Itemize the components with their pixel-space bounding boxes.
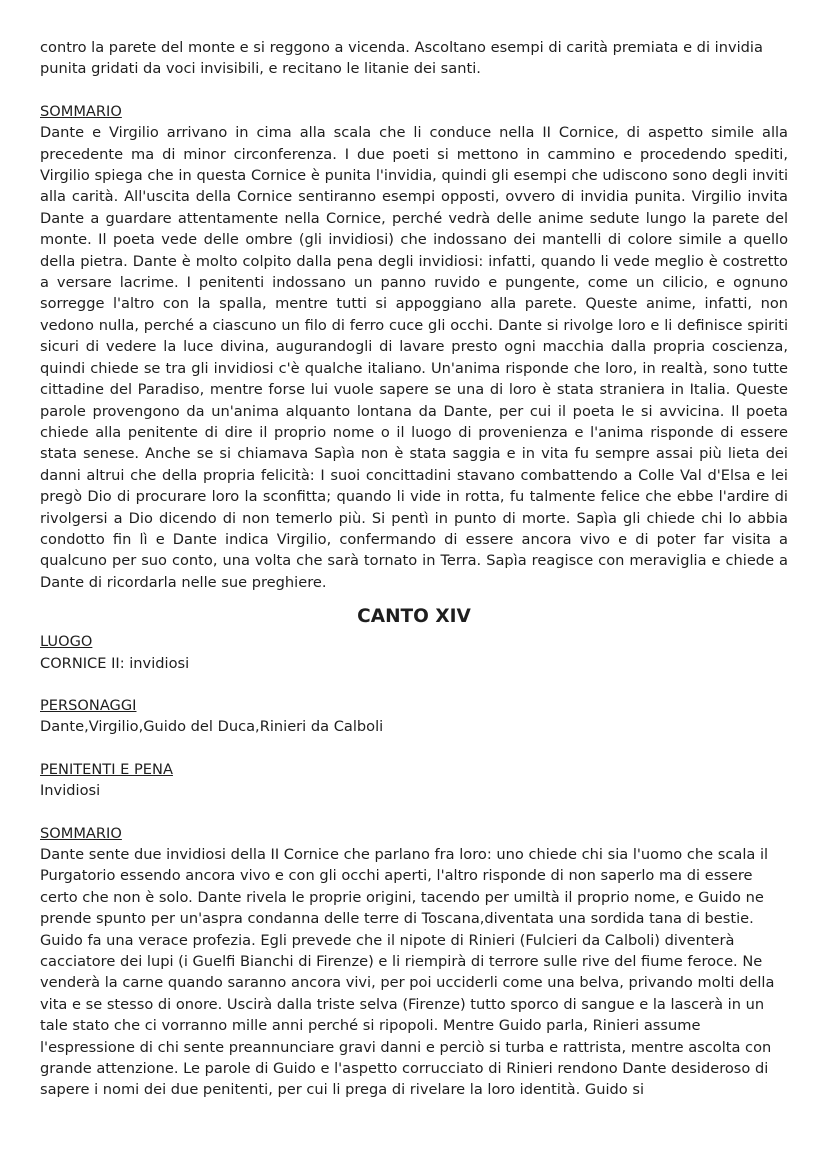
canto13-sommario-text: Dante e Virgilio arrivano in cima alla scala che li conduce nella II Cornice, di aspetto simile alla precedente ma di minor circonferenza. I due poeti si mettono in cammino e procedendo spediti, Virgilio spiega che in questa Cornice è punita l'invidia, quindi gli esempi che udiscono sono degli inviti alla carità. All'uscita della Cornice sentiranno esempi opposti, ovvero di invidia punita. Virgilio invita Dante a guardare attentamente nella Cornice, perché vedrà delle anime sedute lungo la parete del monte. Il poeta vede delle ombre (gli invidiosi) che indossano dei mantelli di colore simile a quello della pietra. Dante è molto colpito dalla pena degli invidiosi: infatti, quando li vede meglio è costretto a versare lacrime. I penitenti indossano un panno ruvido e pungente, come un cilicio, e ognuno sorregge l'altro con la spalla, mentre tutti si appoggiano alla parete. Queste anime, infatti, non vedono nulla, perché a ciascuno un filo di ferro cuce gli occhi. Dante si rivolge loro e li definisce spiriti sicuri di vedere la luce divina, augurandogli di lavare presto ogni macchia dalla propria coscienza, quindi chiede se tra gli invidiosi c'è qualche italiano. Un'anima risponde che loro, in realtà, sono tutte cittadine del Paradiso, mentre forse lui vuole sapere se una di loro è stata straniera in Italia. Queste parole provengono da un'anima alquanto lontana da Dante, per cui il poeta le si avvicina. Il poeta chiede alla penitente di dire il proprio nome o il luogo di provenienza e l'anima risponde di essere stata senese. Anche se si chiamava Sapìa non è stata saggia e in vita fu sempre assai più lieta dei danni altrui che della propria felicità: I suoi concittadini stavano combattendo a Colle Val d'Elsa e lei pregò Dio di procurare loro la sconfitta; quando li vide in rotta, fu talmente felice che ebbe l'ardire di rivolgersi a Dio dicendo di non temerlo più. Si pentì in punto di morte. Sapìa gli chiede chi lo abbia condotto fin lì e Dante indica Virgilio, confermando di essere ancora vivo e di poter far visita a qualcuno per suo conto, una volta che sarà tornato in Terra. Sapìa reagisce con meraviglia e chiede a Dante di ricordarla nelle sue preghiere.	[40, 124, 788, 591]
canto14-sommario-label: SOMMARIO	[40, 824, 122, 842]
luogo-value: CORNICE II: invidiosi	[40, 654, 190, 672]
personaggi-label: PERSONAGGI	[40, 696, 137, 714]
canto13-sommario-label: SOMMARIO	[40, 102, 122, 120]
spacer	[40, 802, 788, 823]
luogo-label: LUOGO	[40, 633, 93, 651]
canto14-sommario-text: Dante sente due invidiosi della II Cornice che parlano fra loro: uno chiede chi sia l'uomo che scala il Purgatorio essendo ancora vivo e con gli occhi aperti, l'altro risponde di non saperlo ma di essere certo che non è solo. Dante rivela le proprie origini, tacendo per umiltà il proprio nome, e Guido ne prende spunto per un'aspra condanna delle terre di Toscana,diventata una sordida tana di bestie. Guido fa una verace profezia. Egli prevede che il nipote di Rinieri (Fulcieri da Calboli) diventerà cacciatore dei lupi (i Guelfi Bianchi di Firenze) e li riempirà di terrore sulle rive del fiume feroce. Ne venderà la carne quando saranno ancora vivi, per poi ucciderli come una belva, privando molti della vita e se stesso di onore. Uscirà dalla triste selva (Firenze) tutto sporco di sangue e la lascerà in un tale stato che ci vorranno mille anni perché si ripopoli. Mentre Guido parla, Rinieri assume l'espressione di chi sente preannunciare gravi danni e perciò si turba e rattrista, mentre ascolta con grande attenzione. Le parole di Guido e l'aspetto corrucciato di Rinieri rendono Dante desideroso di sapere i nomi dei due penitenti, per cui li prega di rivelare la loro identità. Guido si	[40, 846, 775, 1099]
canto14-title: CANTO XIV	[357, 606, 471, 628]
personaggi-value: Dante,Virgilio,Guido del Duca,Rinieri da Calboli	[40, 718, 384, 736]
penitenti-value: Invidiosi	[40, 782, 101, 800]
spacer	[40, 674, 788, 695]
penitenti-label: PENITENTI E PENA	[40, 760, 173, 778]
intro-paragraph: contro la parete del monte e si reggono a vicenda. Ascoltano esempi di carità premiata e di invidia punita gridati da voci invisibili, e recitano le litanie dei santi.	[40, 39, 763, 78]
spacer	[40, 80, 788, 101]
spacer	[40, 738, 788, 759]
